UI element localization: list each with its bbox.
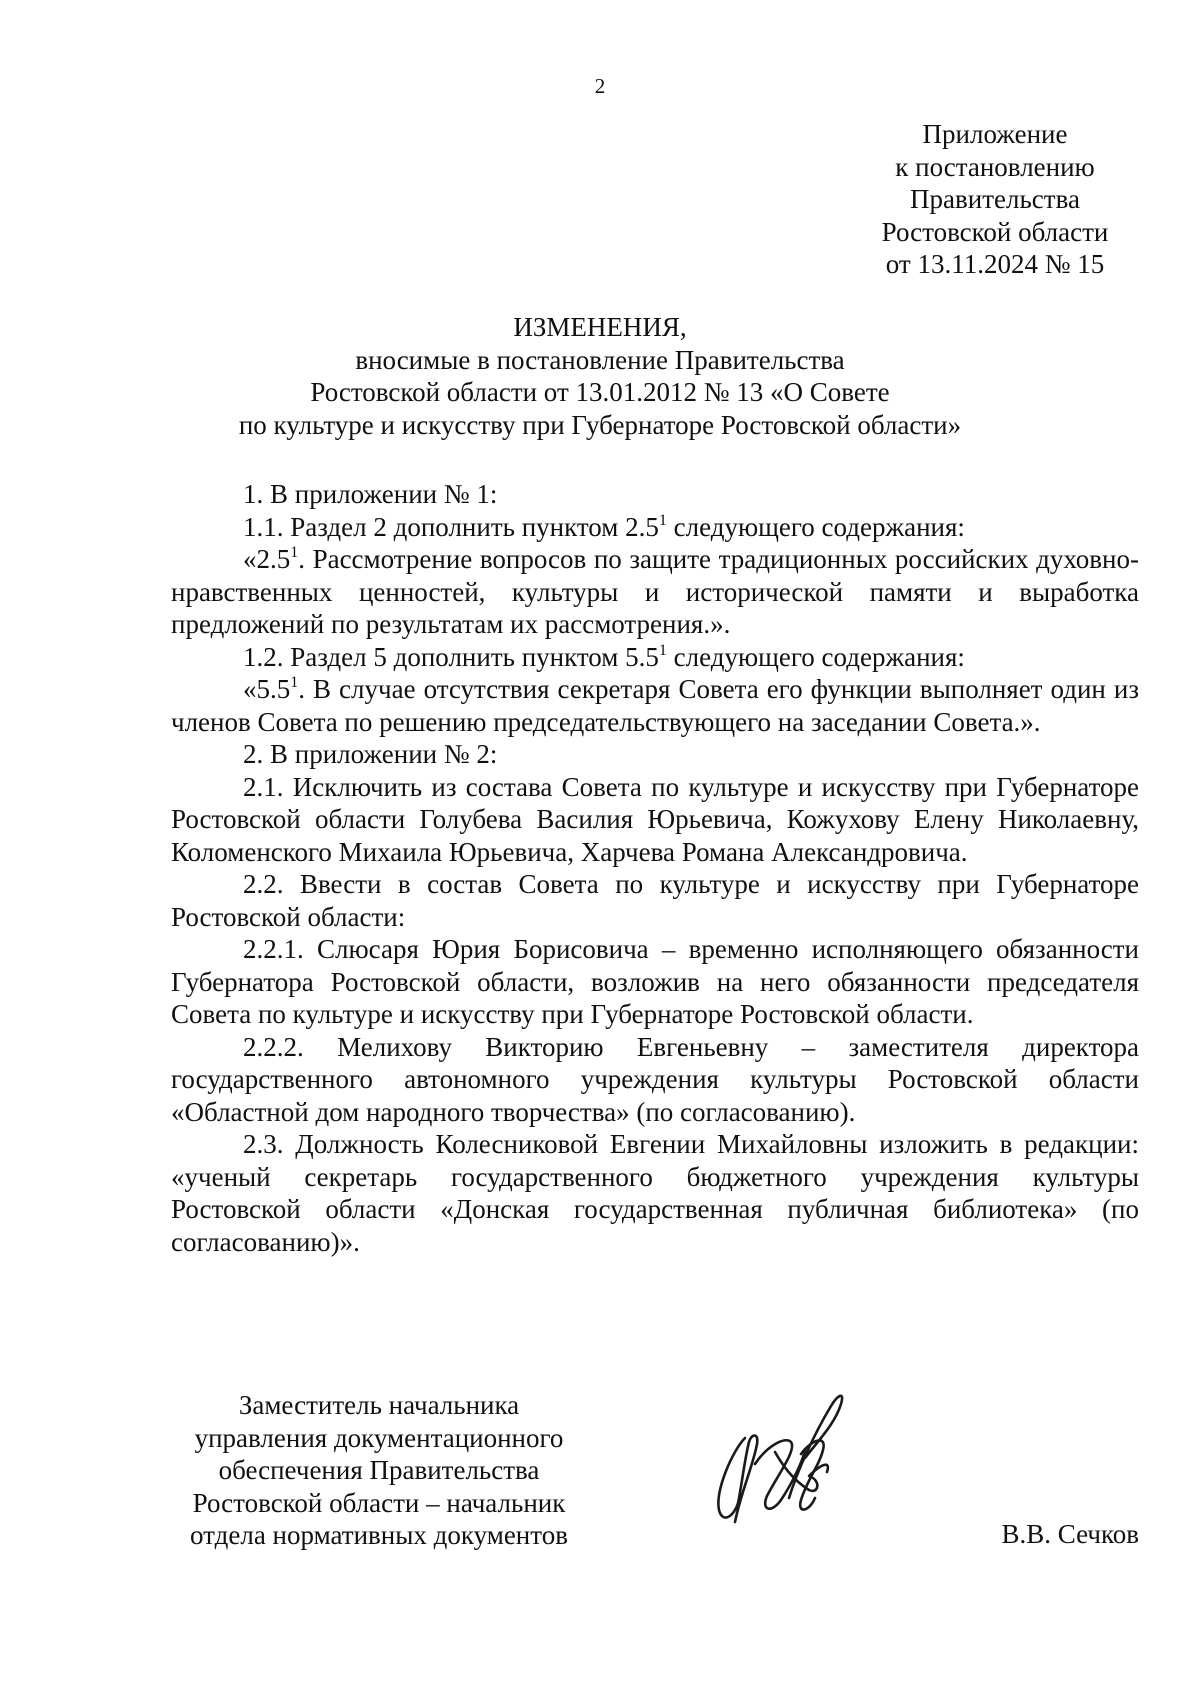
paragraph-1-2-text: «$5.5^1$. В случае отсутствия секретаря Совета его функции выполняет один из членов Совета по решению председательствующего на заседании Совета.». [171, 674, 1139, 737]
signer-name: В.В. Сечков [1001, 1519, 1139, 1549]
signer-position-line: отдела нормативных документов [190, 1520, 568, 1550]
appendix-header [800, 118, 1190, 281]
appendix-line: Ростовской области [881, 216, 1109, 247]
paragraph-2-2: 2.2. Ввести в состав Совета по культуре и искусству при Губернаторе Ростовской области: [171, 869, 1139, 932]
paragraph-1-2: 1.2. Раздел 5 дополнить пунктом $5.5^1$ следующего содержания: [243, 641, 965, 672]
paragraph-1: 1. В приложении № 1: [243, 479, 498, 509]
signer-position [172, 1389, 586, 1552]
signer-position-line: управления документационного [194, 1422, 564, 1453]
page-number: 2 [594, 74, 606, 98]
paragraph-2-2-1: 2.2.1. Слюсаря Юрия Борисовича – временно исполняющего обязанности Губернатора Ростовской области, возложив на него обязанности председателя Совета по культуре и искусству при Губернаторе Ростовской области. [171, 934, 1139, 1029]
appendix-line: Приложение [922, 119, 1068, 149]
handwritten-signature-icon [705, 1380, 855, 1530]
appendix-line: от 13.11.2024 № 15 [885, 249, 1105, 279]
title-line: по культуре и искусству при Губернаторе Ростовской области» [238, 409, 962, 440]
paragraph-2-1: 2.1. Исключить из состава Совета по культуре и искусству при Губернаторе Ростовской области Голубева Василия Юрьевича, Кожухову Елену Николаевну, Коломенского Михаила Юрьевича, Харчева Романа Александровича. [171, 771, 1139, 867]
paragraph-2: 2. В приложении № 2: [243, 739, 498, 769]
appendix-line: к постановлению [895, 151, 1095, 182]
document-body [171, 478, 1139, 1258]
signer-position-line: обеспечения Правительства [218, 1455, 540, 1485]
paragraph-2-3: 2.3. Должность Колесниковой Евгении Михайловны изложить в редакции: «ученый секретарь государственного бюджетного учреждения культуры Ростовской области «Донская государственная публичная библиотека» (по согласованию)». [171, 1129, 1139, 1257]
appendix-line: Правительства [910, 184, 1080, 214]
document-title [0, 311, 1200, 441]
paragraph-2-2-2: 2.2.2. Мелихову Викторию Евгеньевну – заместителя директора государственного автономного учреждения культуры Ростовской области «Областной дом народного творчества» (по согласованию). [171, 1031, 1139, 1127]
title-heading: ИЗМЕНЕНИЯ, [513, 312, 687, 342]
paragraph-1-1-text: «$2.5^1$. Рассмотрение вопросов по защите традиционных российских духовно-нравственных ценностей, культуры и исторической памяти и выработка предложений по результатам их рассмотрения.». [171, 544, 1139, 639]
signer-position-line: Ростовской области – начальник [192, 1487, 566, 1518]
title-line: вносимые в постановление Правительства [355, 344, 845, 375]
paragraph-1-1: 1.1. Раздел 2 дополнить пунктом $2.5^1$ следующего содержания: [243, 511, 965, 542]
title-line: Ростовской области от 13.01.2012 № 13 «О Совете [310, 377, 890, 407]
signer-position-line: Заместитель начальника [238, 1390, 520, 1420]
